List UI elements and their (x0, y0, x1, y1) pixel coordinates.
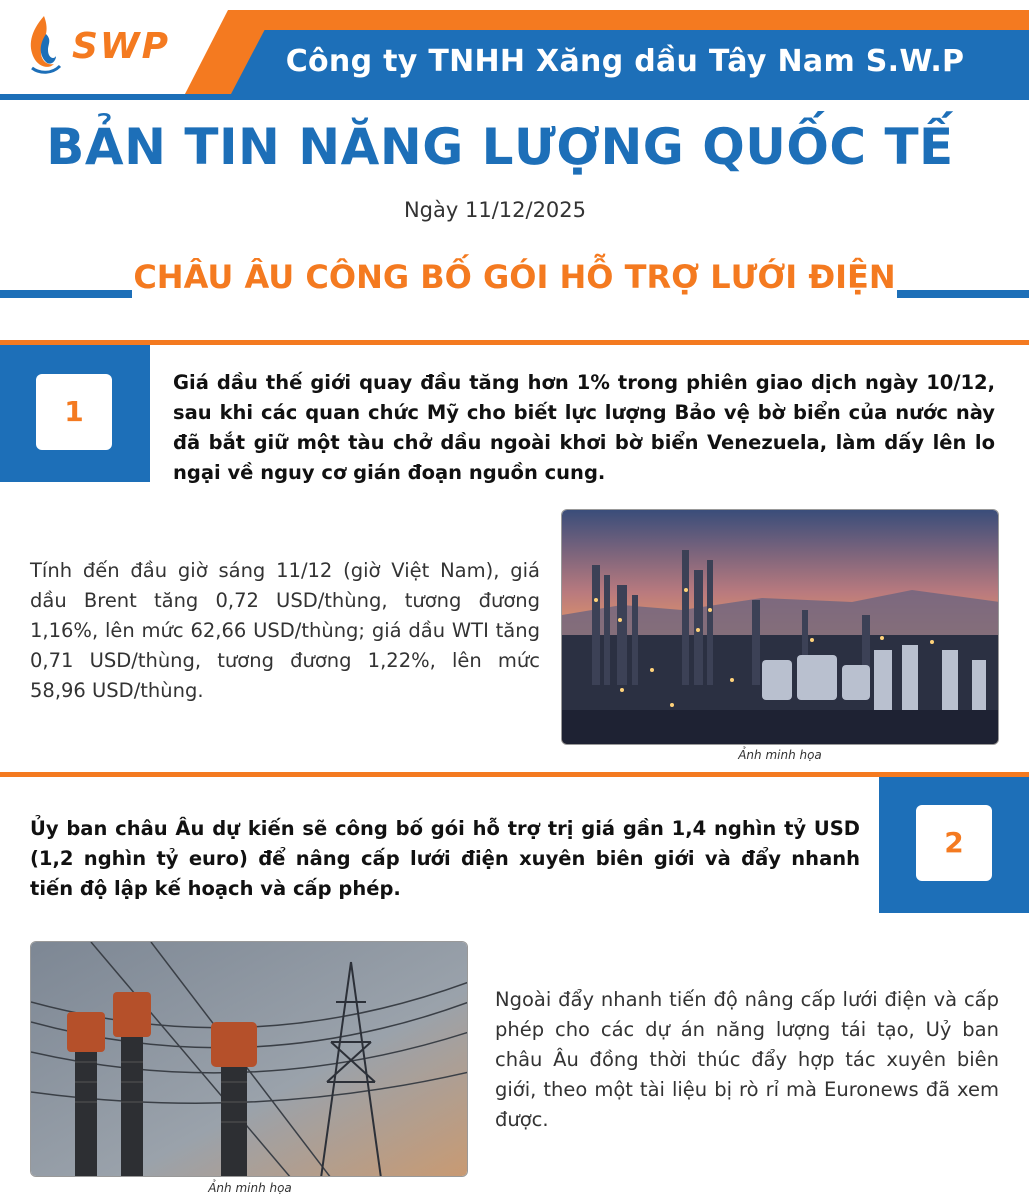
item-2-headline: Ủy ban châu Âu dự kiến sẽ công bố gói hỗ trợ trị giá gần 1,4 nghìn tỷ USD (1,2 nghìn tỷ euro) để nâng cấp lưới điện xuyên biên giới và đẩy nhanh tiến độ lập kế hoạch và cấp phép. (30, 817, 860, 900)
issue-date: Ngày 11/12/2025 (403, 198, 587, 222)
header-bottom-line (0, 94, 1029, 100)
company-logo (24, 14, 194, 76)
header-banner (0, 0, 1029, 100)
header-orange-stripe (228, 10, 1029, 32)
item-2-number-block (879, 777, 1029, 913)
company-name: Công ty TNHH Xăng dầu Tây Nam S.W.P (285, 44, 965, 79)
item-2-top-rule (0, 772, 1029, 777)
page-title: BẢN TIN NĂNG LƯỢNG QUỐC TẾ (46, 118, 954, 176)
logo-text: SWP (72, 26, 171, 67)
power-grid-photo (30, 941, 468, 1177)
item-1-number: 1 (36, 374, 112, 450)
refinery-photo (561, 509, 999, 745)
item-2-body: Ngoài đẩy nhanh tiến độ nâng cấp lưới điện và cấp phép cho các dự án năng lượng tái tạo, Uỷ ban châu Âu đồng thời thúc đẩy hợp tác xuyên biên giới, theo một tài liệu bị rò rỉ mà Euronews đã xem được. (495, 988, 999, 1131)
item-1-body: Tính đến đầu giờ sáng 11/12 (giờ Việt Nam), giá dầu Brent tăng 0,72 USD/thùng, tương đương 1,16%, lên mức 62,66 USD/thùng; giá dầu WTI tăng 0,71 USD/thùng, tương đương 1,22%, lên mức 58,96 USD/thùng. (30, 559, 540, 702)
item-1-number-block (0, 345, 150, 482)
item-1-top-rule (0, 340, 1029, 345)
section-title: CHÂU ÂU CÔNG BỐ GÓI HỖ TRỢ LƯỚI ĐIỆN (133, 258, 896, 296)
item-2-number: 2 (916, 805, 992, 881)
section-rule-right (897, 290, 1029, 298)
section-rule-left (0, 290, 132, 298)
item-1-caption: Ảnh minh họa (738, 748, 822, 762)
item-1-headline: Giá dầu thế giới quay đầu tăng hơn 1% trong phiên giao dịch ngày 10/12, sau khi các quan chức Mỹ cho biết lực lượng Bảo vệ bờ biển của nước này đã bắt giữ một tàu chở dầu ngoài khơi bờ biển Venezuela, làm dấy lên lo ngại về nguy cơ gián đoạn nguồn cung. (173, 371, 995, 484)
item-2-caption: Ảnh minh họa (208, 1181, 292, 1195)
flame-icon (24, 14, 64, 76)
